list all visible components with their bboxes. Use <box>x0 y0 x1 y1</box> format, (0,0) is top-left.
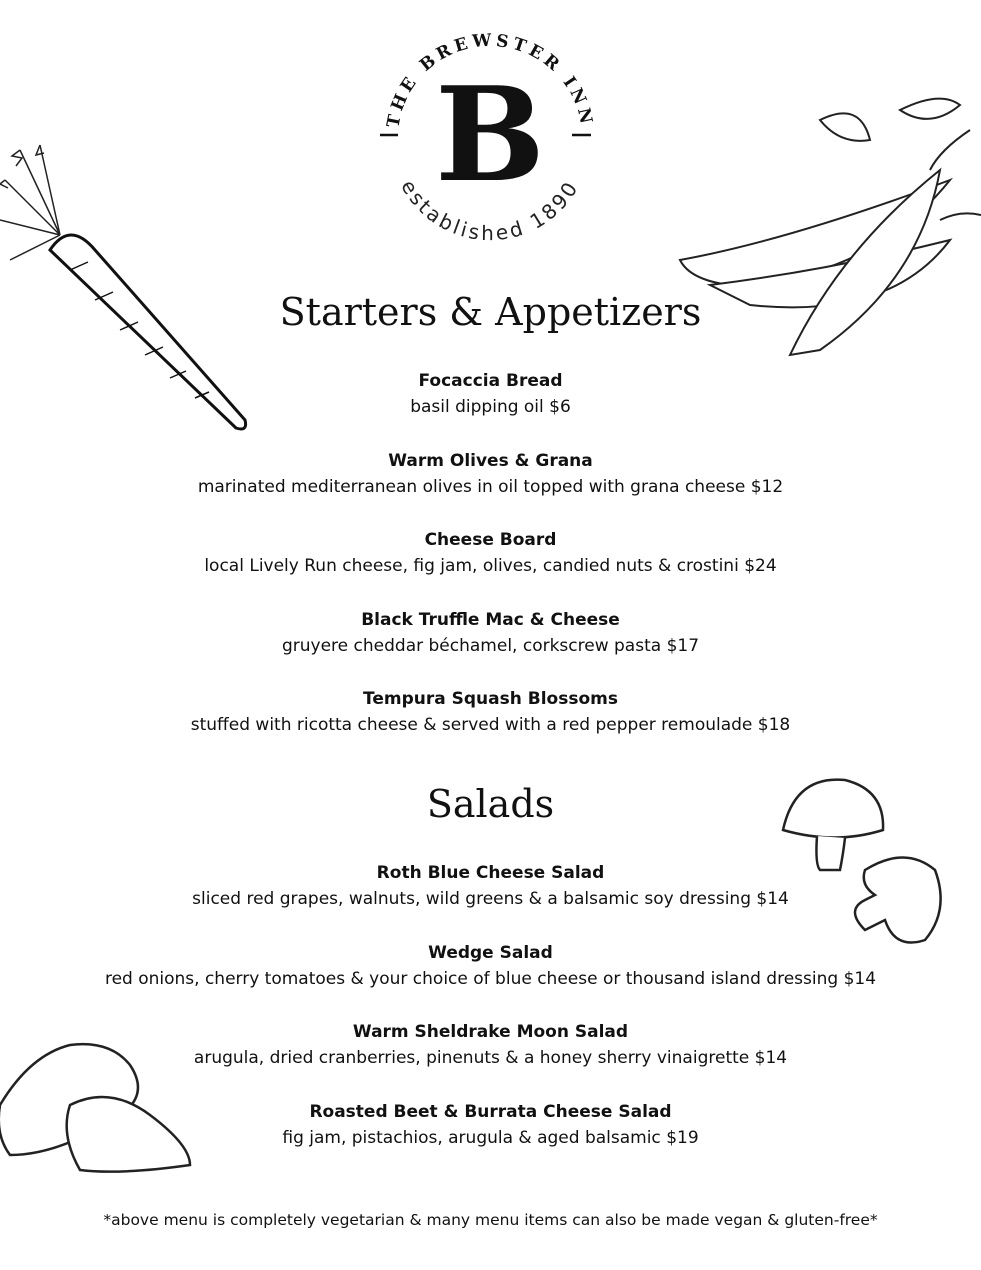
menu-item <box>0 686 981 766</box>
item-description: sliced red grapes, walnuts, wild greens & a balsamic soy dressing $14 <box>192 889 789 909</box>
logo-tagline: established 1890 <box>396 175 584 246</box>
item-description: arugula, dried cranberries, pinenuts & a honey sherry vinaigrette $14 <box>193 1048 788 1068</box>
item-description: red onions, cherry tomatoes & your choice of blue cheese or thousand island dressing $14 <box>104 968 877 989</box>
salads-list <box>0 860 981 1178</box>
item-description: marinated mediterranean olives in oil topped with grana cheese $12 <box>197 476 784 497</box>
logo-name: THE BREWSTER INN <box>383 30 597 130</box>
item-description: basil dipping oil $6 <box>410 397 571 417</box>
menu-item <box>0 860 981 940</box>
item-description: fig jam, pistachios, arugula & aged balsamic $19 <box>282 1127 699 1148</box>
item-name: Focaccia Bread <box>418 371 563 391</box>
item-name: Warm Olives & Grana <box>388 450 593 471</box>
item-name: Warm Sheldrake Moon Salad <box>352 1022 629 1042</box>
section-title-salads: Salads <box>426 782 555 826</box>
item-name: Roasted Beet & Burrata Cheese Salad <box>309 1101 672 1122</box>
item-description: gruyere cheddar béchamel, corkscrew pasta $17 <box>281 635 700 656</box>
menu-item <box>0 448 981 528</box>
item-name: Roth Blue Cheese Salad <box>376 863 605 883</box>
menu-item <box>0 607 981 687</box>
item-name: Tempura Squash Blossoms <box>363 689 618 709</box>
item-description: local Lively Run cheese, fig jam, olives, candied nuts & crostini $24 <box>204 556 777 576</box>
starters-list <box>0 368 981 766</box>
item-name: Cheese Board <box>424 530 557 550</box>
section-title-starters: Starters & Appetizers <box>279 290 702 334</box>
item-description: stuffed with ricotta cheese & served with a red pepper remoulade $18 <box>190 715 791 735</box>
menu-footnote: *above menu is completely vegetarian & many menu items can also be made vegan & gluten-free* <box>103 1211 878 1229</box>
item-name: Wedge Salad <box>428 942 553 963</box>
item-name: Black Truffle Mac & Cheese <box>361 609 620 630</box>
menu-item <box>0 527 981 607</box>
logo-letter: B <box>435 58 545 211</box>
brewster-inn-logo <box>370 20 610 250</box>
menu-item <box>0 1019 981 1099</box>
menu-item <box>0 1099 981 1179</box>
menu-item <box>0 368 981 448</box>
menu-item <box>0 940 981 1020</box>
